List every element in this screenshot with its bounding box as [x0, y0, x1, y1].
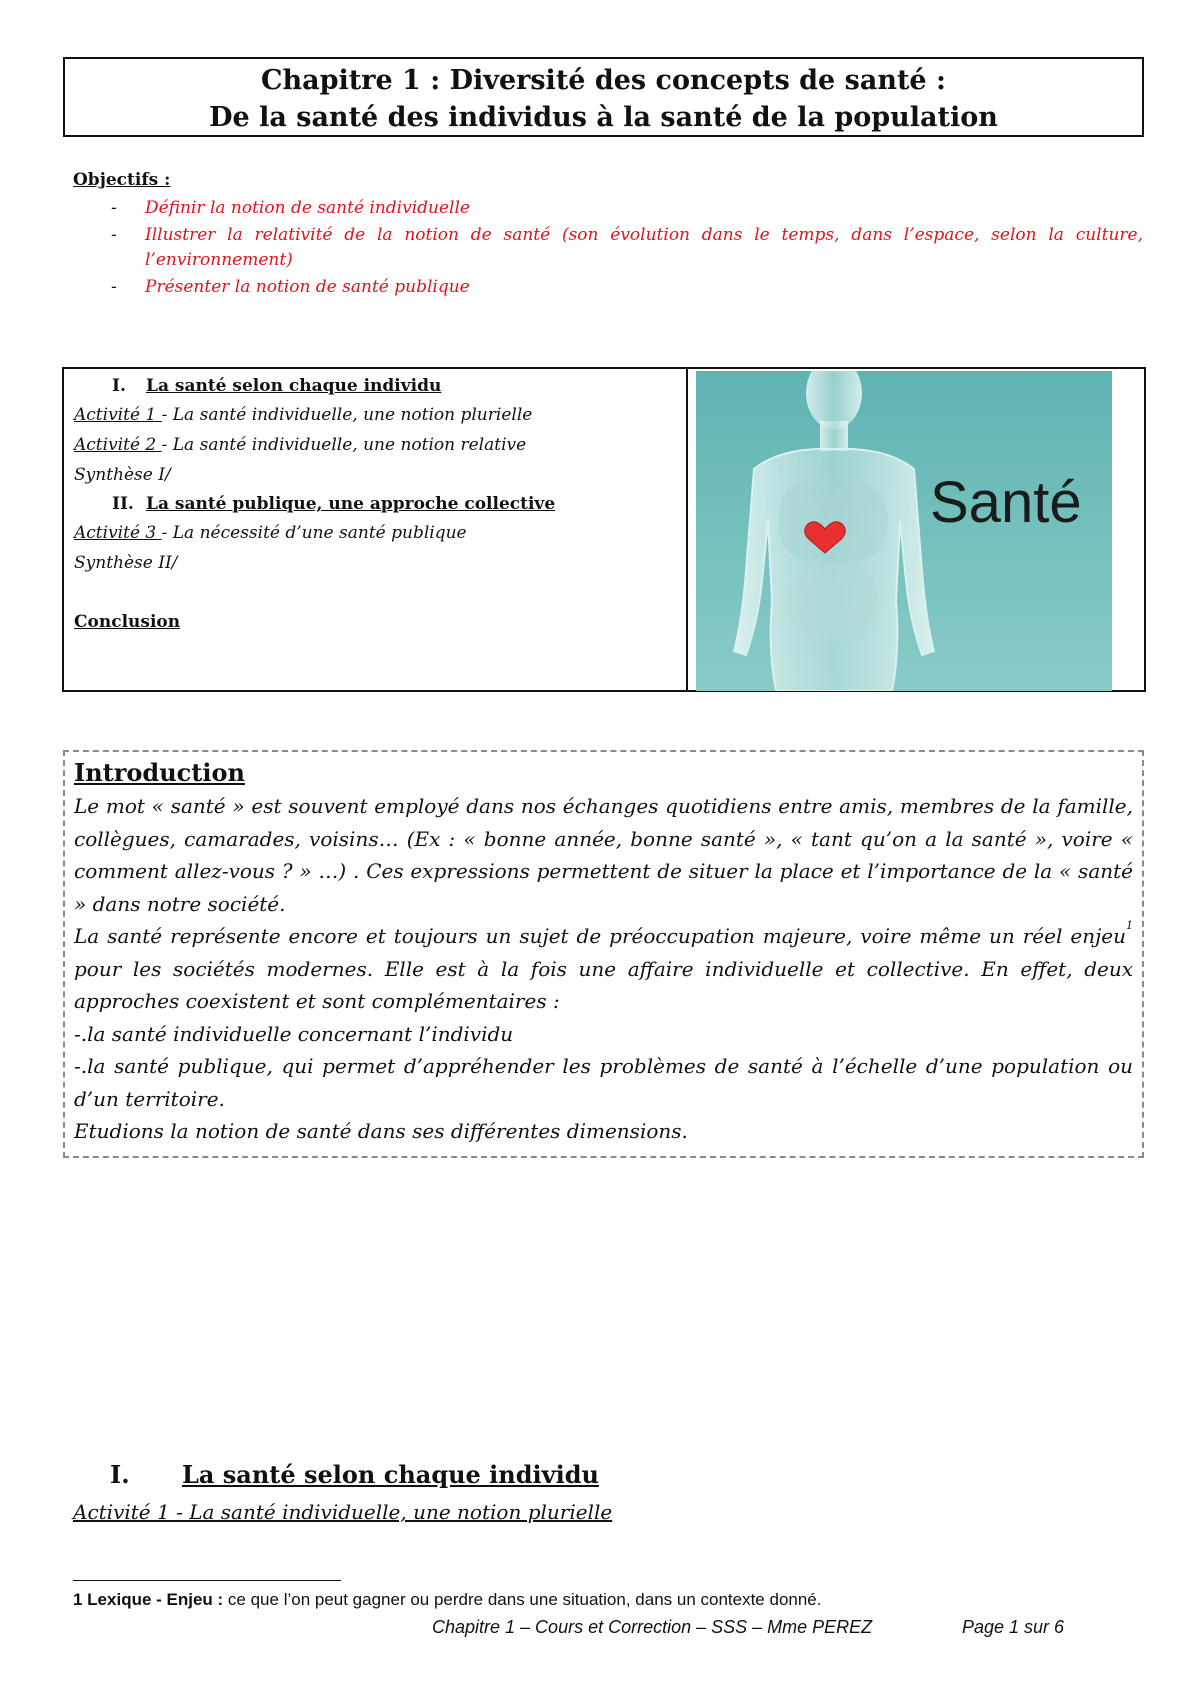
plan-synthese-1: Synthèse I/ [74, 465, 171, 485]
objectif-item: - Présenter la notion de santé publique [73, 275, 1143, 300]
plan-table [62, 367, 1146, 692]
footer-chapter-info: Chapitre 1 – Cours et Correction – SSS – Mme PEREZ [432, 1617, 873, 1637]
plan-activite-2-label: Activité 2 [74, 435, 162, 455]
introduction-closing: Etudions la notion de santé dans ses différentes dimensions. [74, 1119, 688, 1143]
objectif-item: - Définir la notion de santé individuelle [73, 196, 1143, 221]
objectifs-section [73, 170, 1143, 302]
plan-section-2-title: La santé publique, une approche collective [146, 494, 556, 514]
chapter-title-box [63, 57, 1144, 137]
plan-activite-3-text: - La nécessité d’une santé publique [161, 523, 467, 543]
footnote-ref[interactable]: 1 [1126, 919, 1133, 932]
plan-section-2 [74, 490, 676, 518]
objectifs-list [73, 196, 1143, 300]
plan-activite-3 [74, 518, 676, 548]
section-1-num: I. [110, 1460, 130, 1489]
footnote-text: ce que l’on peut gagner ou perdre dans une situation, dans un contexte donné. [223, 1590, 822, 1609]
introduction-heading: Introduction [74, 758, 245, 787]
section-1-heading [110, 1460, 599, 1489]
plan-activite-2 [74, 430, 676, 460]
plan-section-1-title: La santé selon chaque individu [146, 376, 442, 396]
plan-activite-1 [74, 400, 676, 430]
activite-1-heading: Activité 1 - La santé individuelle, une notion plurielle [73, 1500, 613, 1524]
footer-page-number: Page 1 sur 6 [962, 1617, 1065, 1637]
objectif-item: - Illustrer la relativité de la notion de santé (son évolution dans le temps, dans l’espace, selon la culture, l’environnement) [73, 223, 1143, 273]
section-1-title: La santé selon chaque individu [182, 1460, 599, 1489]
sante-image-word: Santé [930, 470, 1082, 535]
introduction-p2-part-a: La santé représente encore et toujours un sujet de préoccupation majeure, voire même un réel enjeu [74, 924, 1126, 948]
plan-conclusion: Conclusion [74, 612, 181, 632]
introduction-item-1: -.la santé individuelle concernant l’individu [74, 1021, 514, 1046]
plan-activite-1-text: - La santé individuelle, une notion plurielle [161, 405, 533, 425]
plan-outline [64, 369, 688, 690]
plan-section-1 [74, 372, 676, 400]
plan-image-cell [688, 369, 1144, 690]
plan-activite-3-label: Activité 3 [74, 523, 162, 543]
footnote [73, 1590, 821, 1610]
introduction-item-2: -.la santé publique, qui permet d’appréhender les problèmes de santé à l’échelle d’une population ou d’un territoire. [74, 1054, 1133, 1111]
introduction-p2-part-b: pour les sociétés modernes. Elle est à la fois une affaire individuelle et collective. En effet, deux approches coexistent et sont complémentaires : [74, 956, 1133, 1013]
introduction-paragraph-1: Le mot « santé » est souvent employé dans nos échanges quotidiens entre amis, membres de la famille, collègues, camarades, voisins… (Ex : « bonne année, bonne santé », « tant qu’on a la santé », voire « comment allez-vous ? » …) . Ces expressions permettent de situer la place et l’importance de la « santé » dans notre société. [74, 794, 1133, 916]
plan-section-1-num: I. [112, 376, 126, 396]
footnote-rule [73, 1580, 341, 1581]
sante-illustration [696, 371, 1112, 691]
chapter-title-line1: Chapitre 1 : Diversité des concepts de santé : [261, 65, 946, 96]
plan-activite-2-text: - La santé individuelle, une notion relative [161, 435, 527, 455]
footnote-label: 1 Lexique - Enjeu : [73, 1590, 224, 1609]
plan-activite-1-label: Activité 1 [74, 405, 162, 425]
chapter-title-line2: De la santé des individus à la santé de la population [209, 102, 998, 133]
introduction-paragraph-2 [74, 920, 1133, 1018]
objectifs-heading: Objectifs : [73, 170, 171, 190]
plan-synthese-2: Synthèse II/ [74, 553, 178, 573]
introduction-box [63, 750, 1144, 1158]
plan-section-2-num: II. [112, 494, 134, 514]
